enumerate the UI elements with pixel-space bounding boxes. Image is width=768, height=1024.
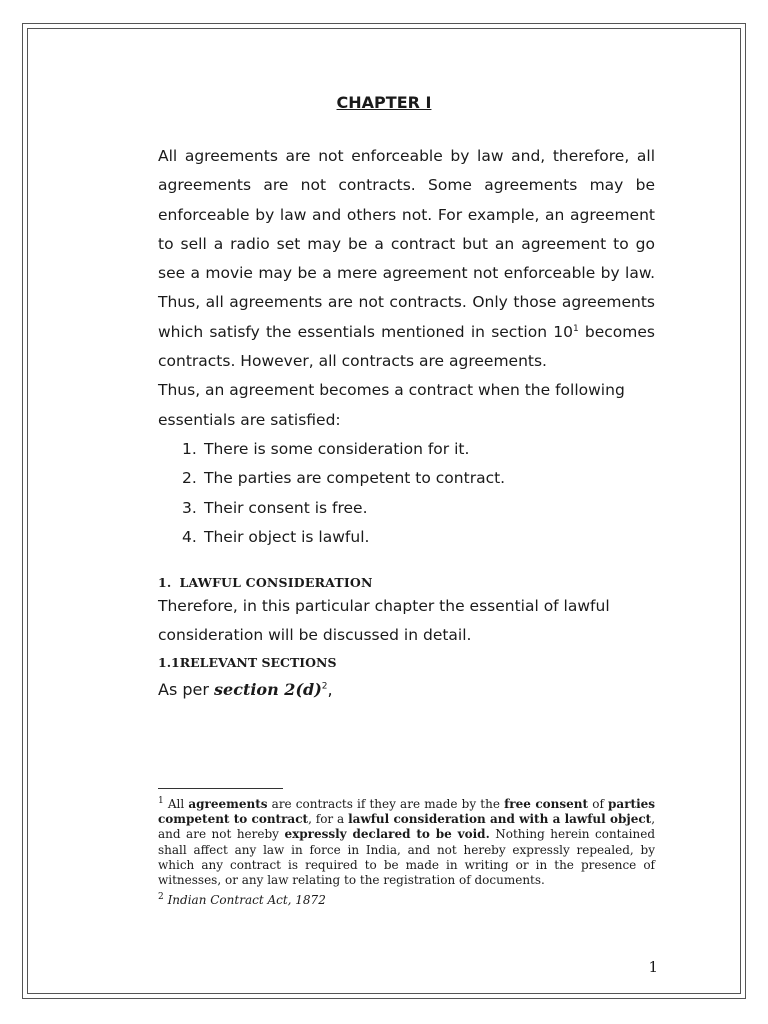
footnote-bold: agreements	[188, 797, 268, 811]
essentials-list	[158, 435, 655, 552]
essentials-intro: Thus, an agreement becomes a contract when the following essentials are satisfied:	[158, 381, 625, 429]
section-heading-lawful-consideration	[158, 574, 655, 592]
list-item	[158, 435, 655, 464]
footnote-ref-2[interactable]: 2	[321, 681, 328, 692]
footnote-bold: free consent	[504, 797, 589, 811]
intro-text-end: becomes contracts. However, all contracts are agreements.	[158, 322, 655, 371]
list-item	[158, 464, 655, 493]
as-per-suffix: ,	[327, 679, 333, 699]
footnote-1	[158, 797, 655, 888]
list-item	[158, 494, 655, 523]
list-item	[158, 523, 655, 552]
section-paragraph: Therefore, in this particular chapter the essential of lawful consideration will be discussed in detail.	[158, 597, 610, 645]
list-number: 1.	[182, 439, 197, 458]
list-number: 3.	[182, 498, 197, 517]
footnote-text: are contracts if they are made by the	[267, 797, 505, 811]
as-per-prefix: As per	[158, 679, 215, 699]
list-text: There is some consideration for it.	[204, 439, 470, 458]
section-reference: section 2(d)	[214, 679, 322, 699]
footnote-text: Nothing herein contained shall affect any law in force in India, and not hereby expressly repealed, by which any contract is required to be made in writing or in the presence of witnesses, or any law relating to the registration of documents.	[158, 827, 656, 888]
list-text: Their object is lawful.	[204, 527, 370, 546]
as-per-line	[158, 673, 655, 707]
footnote-bold: expressly declared to be void.	[284, 827, 490, 842]
section-title: LAWFUL CONSIDERATION	[179, 575, 373, 591]
footnote-citation: Indian Contract Act, 1872	[167, 893, 326, 908]
document-body	[158, 142, 655, 707]
footnote-text: All	[163, 797, 189, 811]
footnote-text: , and are not hereby	[158, 812, 656, 842]
intro-paragraph	[158, 142, 655, 376]
footnote-text: , for a	[308, 812, 349, 827]
page-number: 1	[648, 958, 658, 976]
footnote-bold: lawful consideration and with a lawful object	[348, 812, 652, 827]
footnote-2	[158, 892, 655, 908]
footnote-mark: 2	[158, 892, 164, 903]
list-number: 2.	[182, 469, 197, 488]
footnote-separator	[158, 788, 283, 789]
chapter-title: CHAPTER I	[336, 93, 432, 112]
list-text: The parties are competent to contract.	[204, 469, 506, 488]
footnote-ref-1[interactable]: 1	[572, 323, 579, 334]
footnotes	[158, 797, 655, 908]
section-number: 1.	[158, 575, 172, 591]
list-number: 4.	[182, 527, 197, 546]
subsection-heading-relevant-sections: 1.1RELEVANT SECTIONS	[158, 654, 337, 670]
footnote-bold: parties competent to contract	[158, 797, 656, 827]
intro-text: All agreements are not enforceable by law and, therefore, all agreements are not contracts. Some agreements may be enforceable by law and others not. For example, an agreement to sell a radio set may be a contract but an agreement to go see a movie may be a mere agreement not enforceable by law. Thus, all agreements are not contracts. Only those agreements which satisfy the essentials mentioned in section 10	[158, 147, 655, 341]
footnote-mark: 1	[158, 796, 164, 806]
footnote-text: of	[588, 797, 609, 811]
list-text: Their consent is free.	[204, 498, 368, 517]
